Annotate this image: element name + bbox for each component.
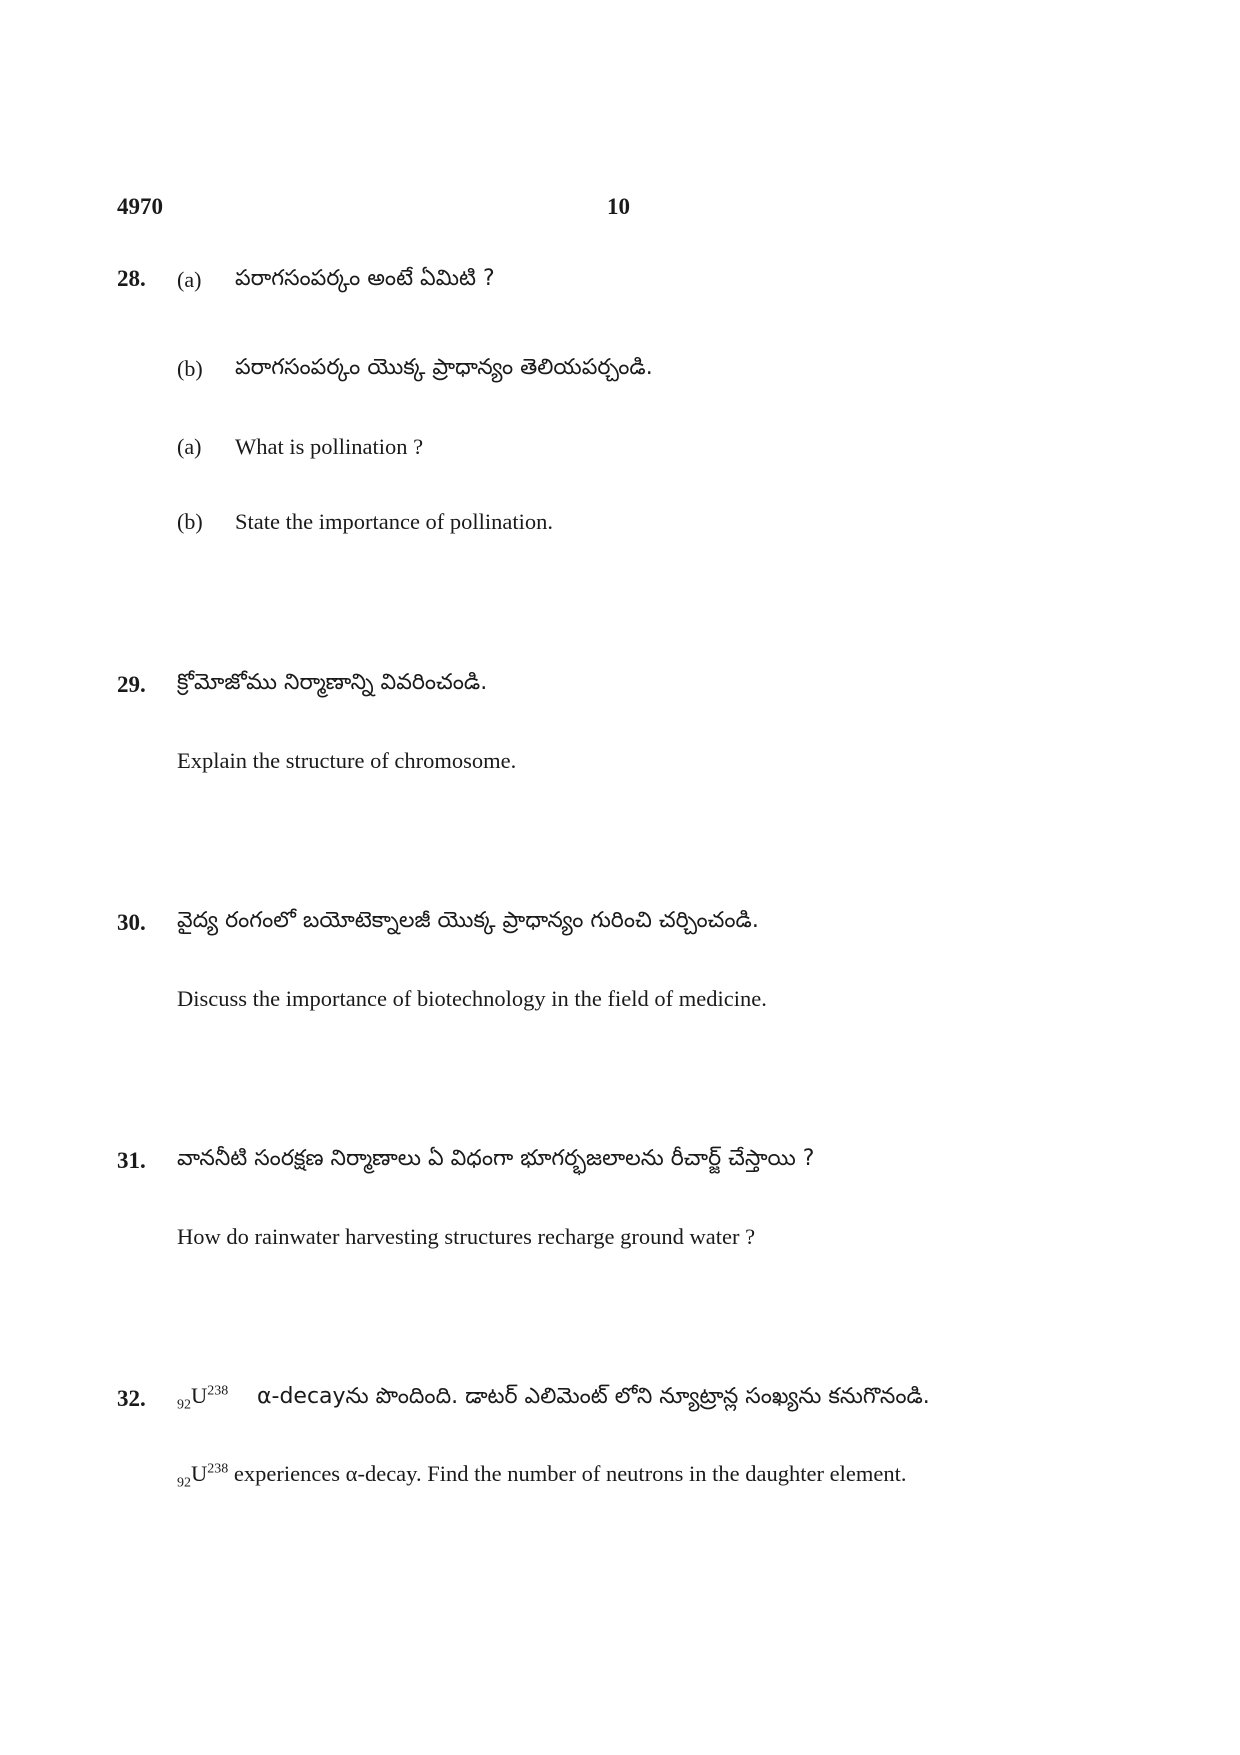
question-text-te: వాననీటి సంరక్షణ నిర్మాణాలు ఏ విధంగా భూగర్భజలాలను రీచార్జ్ చేస్తాయి ? bbox=[177, 1146, 815, 1171]
question-text-te: α-decayను పొందింది. డాటర్ ఎలిమెంట్ లోని న్యూట్రాన్ల సంఖ్యను కనుగొనండి. bbox=[257, 1384, 930, 1409]
isotope-symbol: U bbox=[191, 1383, 208, 1408]
question-text-en: experiences α-decay. Find the number of neutrons in the daughter element. bbox=[233, 1461, 907, 1486]
question-text-te: పరాగసంపర్కం యొక్క ప్రాధాన్యం తెలియపర్చండి. bbox=[235, 355, 653, 380]
question-text-en-line bbox=[177, 1461, 907, 1491]
paper-code: 4970 bbox=[117, 194, 163, 219]
question-text-te: పరాగసంపర్కం అంటే ఏమిటి ? bbox=[235, 266, 495, 291]
sub-label-a-en: (a) bbox=[177, 434, 202, 459]
sub-label-b-en: (b) bbox=[177, 509, 203, 534]
question-text-te: క్రోమోజోము నిర్మాణాన్ని వివరించండి. bbox=[177, 670, 488, 695]
question-text-en: Discuss the importance of biotechnology in the field of medicine. bbox=[177, 986, 767, 1011]
sub-label-a-te: (a) bbox=[177, 267, 202, 292]
question-text-en: State the importance of pollination. bbox=[235, 509, 554, 534]
isotope-atomic-number: 92 bbox=[177, 1397, 191, 1413]
question-number: 32. bbox=[117, 1386, 146, 1411]
question-text-en: Explain the structure of chromosome. bbox=[177, 748, 517, 773]
question-number: 29. bbox=[117, 672, 146, 697]
page-number: 10 bbox=[607, 194, 630, 219]
question-number: 31. bbox=[117, 1148, 146, 1173]
question-text-en: How do rainwater harvesting structures recharge ground water ? bbox=[177, 1224, 756, 1249]
isotope-te-line bbox=[177, 1383, 229, 1413]
sub-label-b-te: (b) bbox=[177, 356, 203, 381]
isotope-mass-number: 238 bbox=[207, 1383, 229, 1399]
question-text-en: What is pollination ? bbox=[235, 434, 424, 459]
isotope-mass-number: 238 bbox=[207, 1461, 229, 1477]
question-text-te: వైద్య రంగంలో బయోటెక్నాలజీ యొక్క ప్రాధాన్యం గురించి చర్చించండి. bbox=[177, 908, 759, 933]
isotope-symbol: U bbox=[191, 1461, 208, 1486]
question-number: 30. bbox=[117, 910, 146, 935]
isotope-atomic-number: 92 bbox=[177, 1475, 191, 1491]
question-number: 28. bbox=[117, 266, 146, 291]
